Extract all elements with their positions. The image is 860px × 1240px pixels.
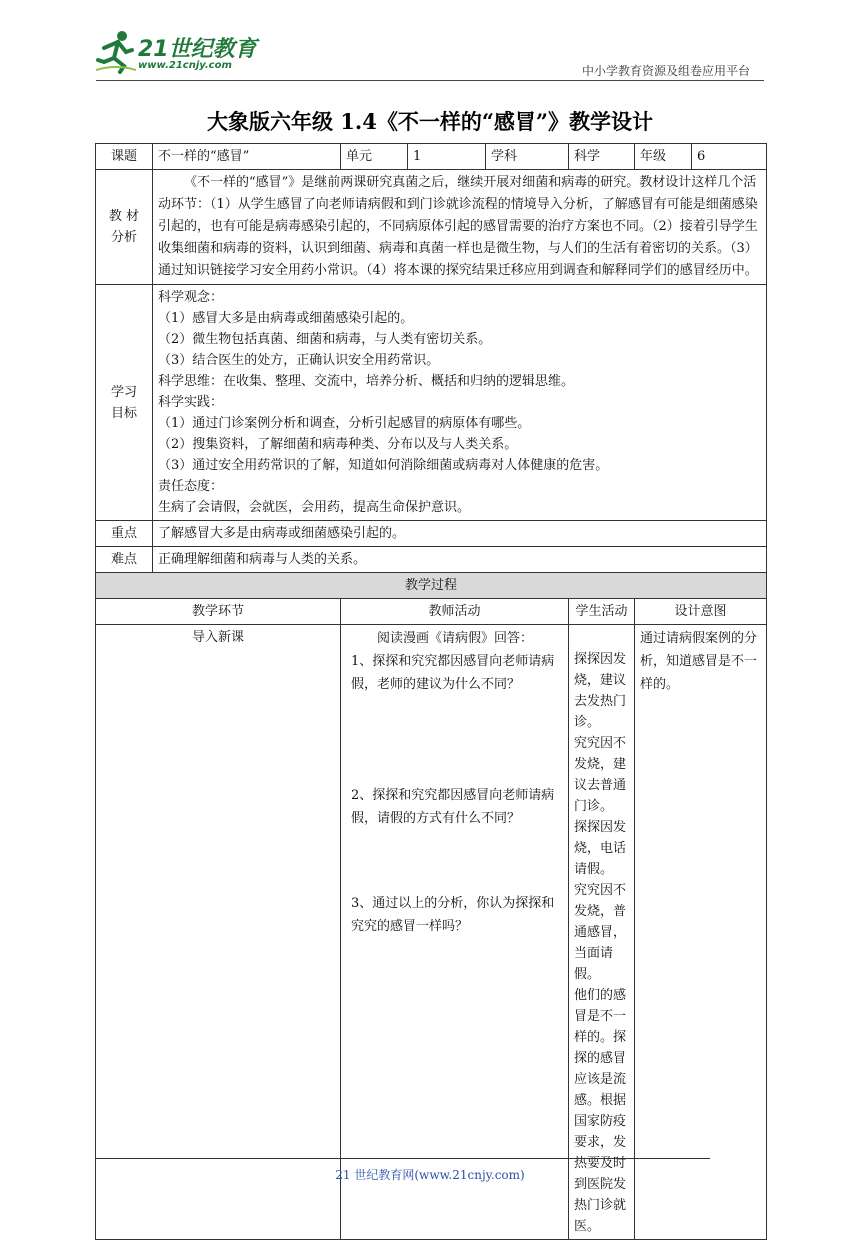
topic-value: 不一样的“感冒”: [153, 144, 341, 170]
objective-line: （3）结合医生的处方，正确认识安全用药常识。: [158, 353, 440, 368]
teacher-activity-cell: [341, 625, 569, 1240]
unit-label: 单元: [341, 144, 408, 170]
student-answer-3: 探探因发烧，电话请假。: [574, 820, 627, 877]
objective-line: 生病了会请假，会就医，会用药，提高生命保护意识。: [158, 500, 471, 515]
analysis-label-line-1: 教 材: [108, 209, 140, 224]
key-point-row: [96, 521, 767, 547]
column-teacher: 教师活动: [341, 599, 569, 625]
document-title: 大象版六年级 1.4《不一样的“感冒”》教学设计: [206, 109, 653, 134]
student-answer-5: 他们的感冒是不一样的。探探的感冒应该是流感。根据国家防疫要求，发热要及时到医院发热门诊就医。: [574, 988, 627, 1234]
objective-line: （3）通过安全用药常识的了解，知道如何消除细菌或病毒对人体健康的危害。: [158, 458, 609, 473]
grade-label: 年级: [635, 144, 692, 170]
key-point-text: 了解感冒大多是由病毒或细菌感染引起的。: [153, 521, 767, 547]
teacher-intro: 阅读漫画《请病假》回答：: [377, 631, 534, 646]
process-row-intro: [96, 625, 767, 1240]
student-answer-1: 探探因发烧，建议去发热门诊。: [574, 652, 627, 730]
grade-value: 6: [692, 144, 767, 170]
objective-line: （2）搜集资料，了解细菌和病毒种类、分布以及与人类关系。: [158, 437, 518, 452]
objective-line: 科学实践：: [158, 395, 224, 410]
subject-label: 学科: [486, 144, 569, 170]
process-heading-row: [96, 573, 767, 599]
objective-line: （2）微生物包括真菌、细菌和病毒，与人类有密切关系。: [158, 332, 492, 347]
teacher-question-1: 1、探探和究究都因感冒向老师请病假，老师的建议为什么不同？: [351, 654, 555, 692]
objective-line: 科学观念：: [158, 290, 224, 305]
footer-divider: [96, 1158, 710, 1159]
difficulty-row: [96, 547, 767, 573]
teacher-question-2: 2、探探和究究都因感冒向老师请病假，请假的方式有什么不同？: [351, 788, 555, 826]
analysis-label: [96, 170, 153, 285]
logo-text: 21世纪教育: [138, 37, 257, 62]
lesson-plan-table: [95, 143, 767, 1240]
process-heading: 教学过程: [96, 573, 767, 599]
objectives-label-line-2: 目标: [110, 405, 137, 421]
key-point-label: 重点: [96, 521, 153, 547]
analysis-paragraph: 《不一样的“感冒”》是继前两课研究真菌之后，继续开展对细菌和病毒的研究。教材设计这样几个活动环节：（1）从学生感冒了向老师请病假和到门诊就诊流程的情境导入分析，了解感冒有可能是细菌感染引起的，也有可能是病毒感染引起的，不同病原体引起的感冒需要的治疗方案也不同。（2）接着引导学生收集细菌和病毒的资料，认识到细菌、病毒和真菌一样也是微生物，与人们的生活有着密切的关系。（3）通过知识链接学习安全用药小常识。（4）将本课的探究结果迁移应用到调查和解释同学们的感冒经历中。: [158, 175, 758, 278]
student-answer-2: 究究因不发烧，建议去普通门诊。: [574, 736, 627, 814]
spacer: [351, 696, 560, 784]
objective-line: 责任态度：: [158, 479, 224, 494]
stage-cell: 导入新课: [96, 625, 341, 1240]
logo-url: www.21cnjy.com: [138, 60, 232, 71]
analysis-row: [96, 170, 767, 285]
student-answer-4: 究究因不发烧，普通感冒，当面请假。: [574, 883, 627, 982]
objectives-text: [153, 285, 767, 521]
column-student: 学生活动: [569, 599, 635, 625]
teacher-question-3: 3、通过以上的分析，你认为探探和究究的感冒一样吗？: [351, 896, 555, 934]
info-row: [96, 144, 767, 170]
analysis-text: [153, 170, 767, 285]
objective-line: （1）通过门诊案例分析和调查，分析引起感冒的病原体有哪些。: [158, 416, 531, 431]
topic-label: 课题: [96, 144, 153, 170]
difficulty-text: 正确理解细菌和病毒与人类的关系。: [153, 547, 767, 573]
column-intent: 设计意图: [635, 599, 767, 625]
analysis-label-line-2: 分析: [110, 230, 137, 245]
student-activity-cell: [569, 625, 635, 1240]
spacer: [351, 830, 560, 892]
footer-link[interactable]: 21 世纪教育网(www.21cnjy.com): [335, 1168, 525, 1182]
unit-value: 1: [408, 144, 486, 170]
objective-line: （1）感冒大多是由病毒或细菌感染引起的。: [158, 311, 414, 326]
objectives-row: [96, 285, 767, 521]
subject-value: 科学: [569, 144, 635, 170]
column-stage: 教学环节: [96, 599, 341, 625]
objectives-label: [96, 285, 153, 521]
runner-logo-icon: [96, 30, 136, 74]
objectives-label-line-1: 学习: [110, 384, 137, 400]
site-logo[interactable]: [96, 30, 266, 76]
page-header: [0, 0, 860, 80]
objective-line: 科学思维：在收集、整理、交流中，培养分析、概括和归纳的逻辑思维。: [158, 374, 575, 389]
platform-name: 中小学教育资源及组卷应用平台: [581, 64, 750, 78]
header-divider: [96, 80, 764, 81]
difficulty-label: 难点: [96, 547, 153, 573]
process-columns-row: [96, 599, 767, 625]
design-intent-cell: 通过请病假案例的分析，知道感冒是不一样的。: [635, 625, 767, 1240]
